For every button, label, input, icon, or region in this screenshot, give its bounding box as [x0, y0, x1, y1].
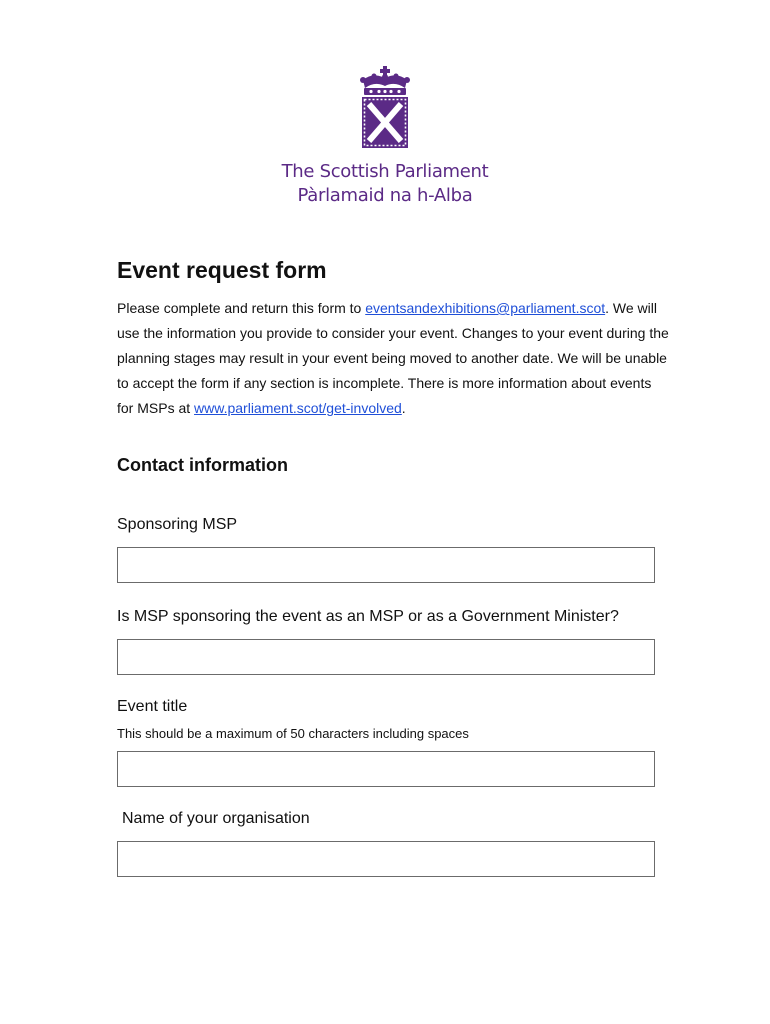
section-heading-contact: Contact information [117, 455, 288, 475]
sponsoring-msp-field[interactable] [117, 547, 655, 583]
intro-paragraph [117, 296, 669, 421]
org-name-english: The Scottish Parliament [281, 161, 489, 182]
page-title: Event request form [117, 257, 327, 283]
intro-lead-text: Please complete and return this form to [117, 300, 366, 316]
msp-role-label: Is MSP sponsoring the event as an MSP or as a Government Minister? [117, 608, 619, 625]
intro-end-text: . [401, 400, 406, 416]
organisation-name-field[interactable] [117, 841, 655, 877]
email-link[interactable]: eventsandexhibitions@parliament.scot [365, 300, 606, 316]
org-name-gaelic: Pàrlamaid na h-Alba [297, 185, 473, 206]
msp-role-field[interactable] [117, 639, 655, 675]
event-title-hint: This should be a maximum of 50 characters including spaces [117, 726, 469, 741]
crown-saltire-emblem-icon [355, 66, 415, 150]
event-title-label: Event title [117, 698, 188, 715]
event-title-field[interactable] [117, 751, 655, 787]
organisation-name-label: Name of your organisation [122, 810, 310, 827]
parliament-logo [0, 66, 770, 208]
get-involved-link[interactable]: www.parliament.scot/get-involved [194, 400, 402, 416]
intro-body-text: . We will use the information you provide to consider your event. Changes to your event during the planning stages may result in your event being moved to another date. We will be unable to accept the form if any section is incomplete. There is more information about events for MSPs at [117, 300, 669, 416]
form-content [117, 252, 677, 877]
sponsoring-msp-label: Sponsoring MSP [117, 516, 238, 533]
